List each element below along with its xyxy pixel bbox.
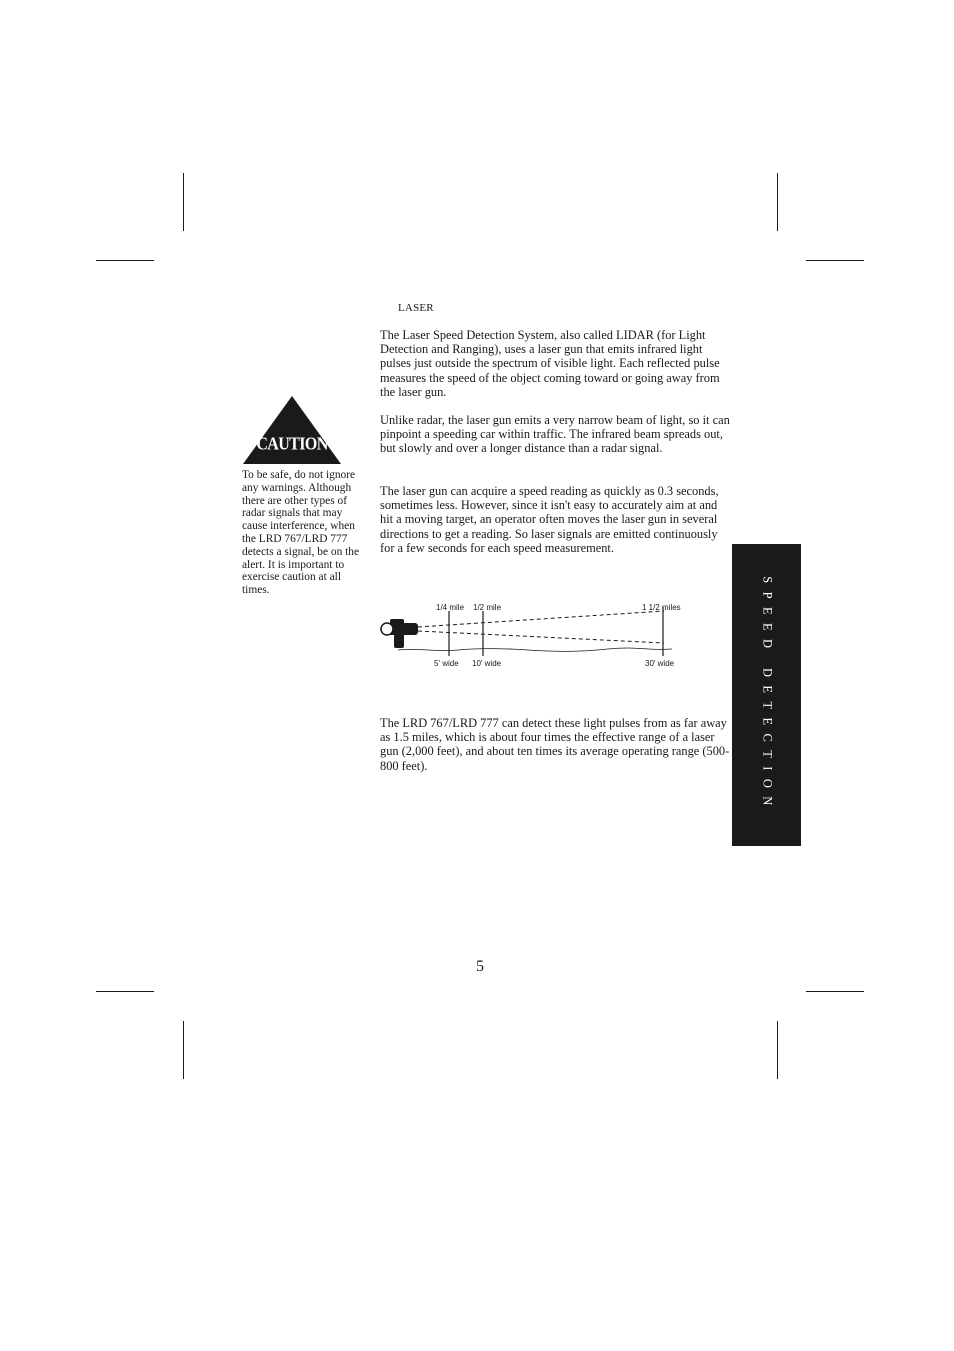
page-number: 5: [476, 958, 484, 975]
side-tab-label: SPEED DETECTION: [760, 576, 774, 814]
crop-mark: [96, 260, 154, 261]
distance-label: 1/2 mile: [473, 603, 502, 612]
paragraph-text: The laser gun can acquire a speed reading as quickly as 0.3 seconds, sometimes less. However, since it isn't easy to accurately aim at and hit a moving target, an operator often moves the laser gun in several directions to get a reading. So laser signals are emitted continuously for a few seconds for each speed measurement.: [380, 484, 719, 555]
crop-mark: [183, 173, 184, 231]
crop-mark: [806, 991, 864, 992]
crop-mark: [96, 991, 154, 992]
laser-beam-diagram: [378, 598, 684, 672]
width-label: 10' wide: [472, 659, 502, 668]
body-paragraph: [380, 716, 732, 773]
paragraph-text: The Laser Speed Detection System, also called LIDAR (for Light Detection and Ranging), uses a laser gun that emits infrared light pulses just outside the spectrum of visible light. Each reflected pulse measures the speed of the object coming toward or going away from the laser gun.: [380, 328, 720, 399]
caution-note-text: To be safe, do not ignore any warnings. Although there are other types of radar signals that may cause interference, when the LRD 767/LRD 777 detects a signal, be on the alert. It is important to exercise caution at all times.: [242, 469, 360, 597]
body-paragraph: [380, 328, 732, 399]
caution-title: CAUTION: [256, 434, 328, 455]
body-paragraph: [380, 484, 732, 555]
width-label: 5' wide: [434, 659, 459, 668]
paragraph-text: The LRD 767/LRD 777 can detect these light pulses from as far away as 1.5 miles, which is about four times the effective range of a laser gun (2,000 feet), and about ten times its average operating range (500-800 feet).: [380, 716, 730, 773]
caution-note: [242, 469, 360, 597]
paragraph-text: Unlike radar, the laser gun emits a very narrow beam of light, so it can pinpoint a speeding car within traffic. The infrared beam spreads out, but slowly and over a longer distance than a radar signal.: [380, 413, 730, 456]
crop-mark: [183, 1021, 184, 1079]
caution-sign: [240, 394, 344, 466]
laser-gun-icon: [381, 619, 418, 648]
width-label: 30' wide: [645, 659, 675, 668]
section-side-tab: [732, 544, 801, 846]
crop-mark: [806, 260, 864, 261]
crop-mark: [777, 173, 778, 231]
distance-label: 1 1/2 miles: [642, 603, 681, 612]
crop-mark: [777, 1021, 778, 1079]
body-paragraph: [380, 413, 732, 456]
distance-label: 1/4 mile: [436, 603, 465, 612]
section-heading: LASER: [398, 302, 434, 314]
